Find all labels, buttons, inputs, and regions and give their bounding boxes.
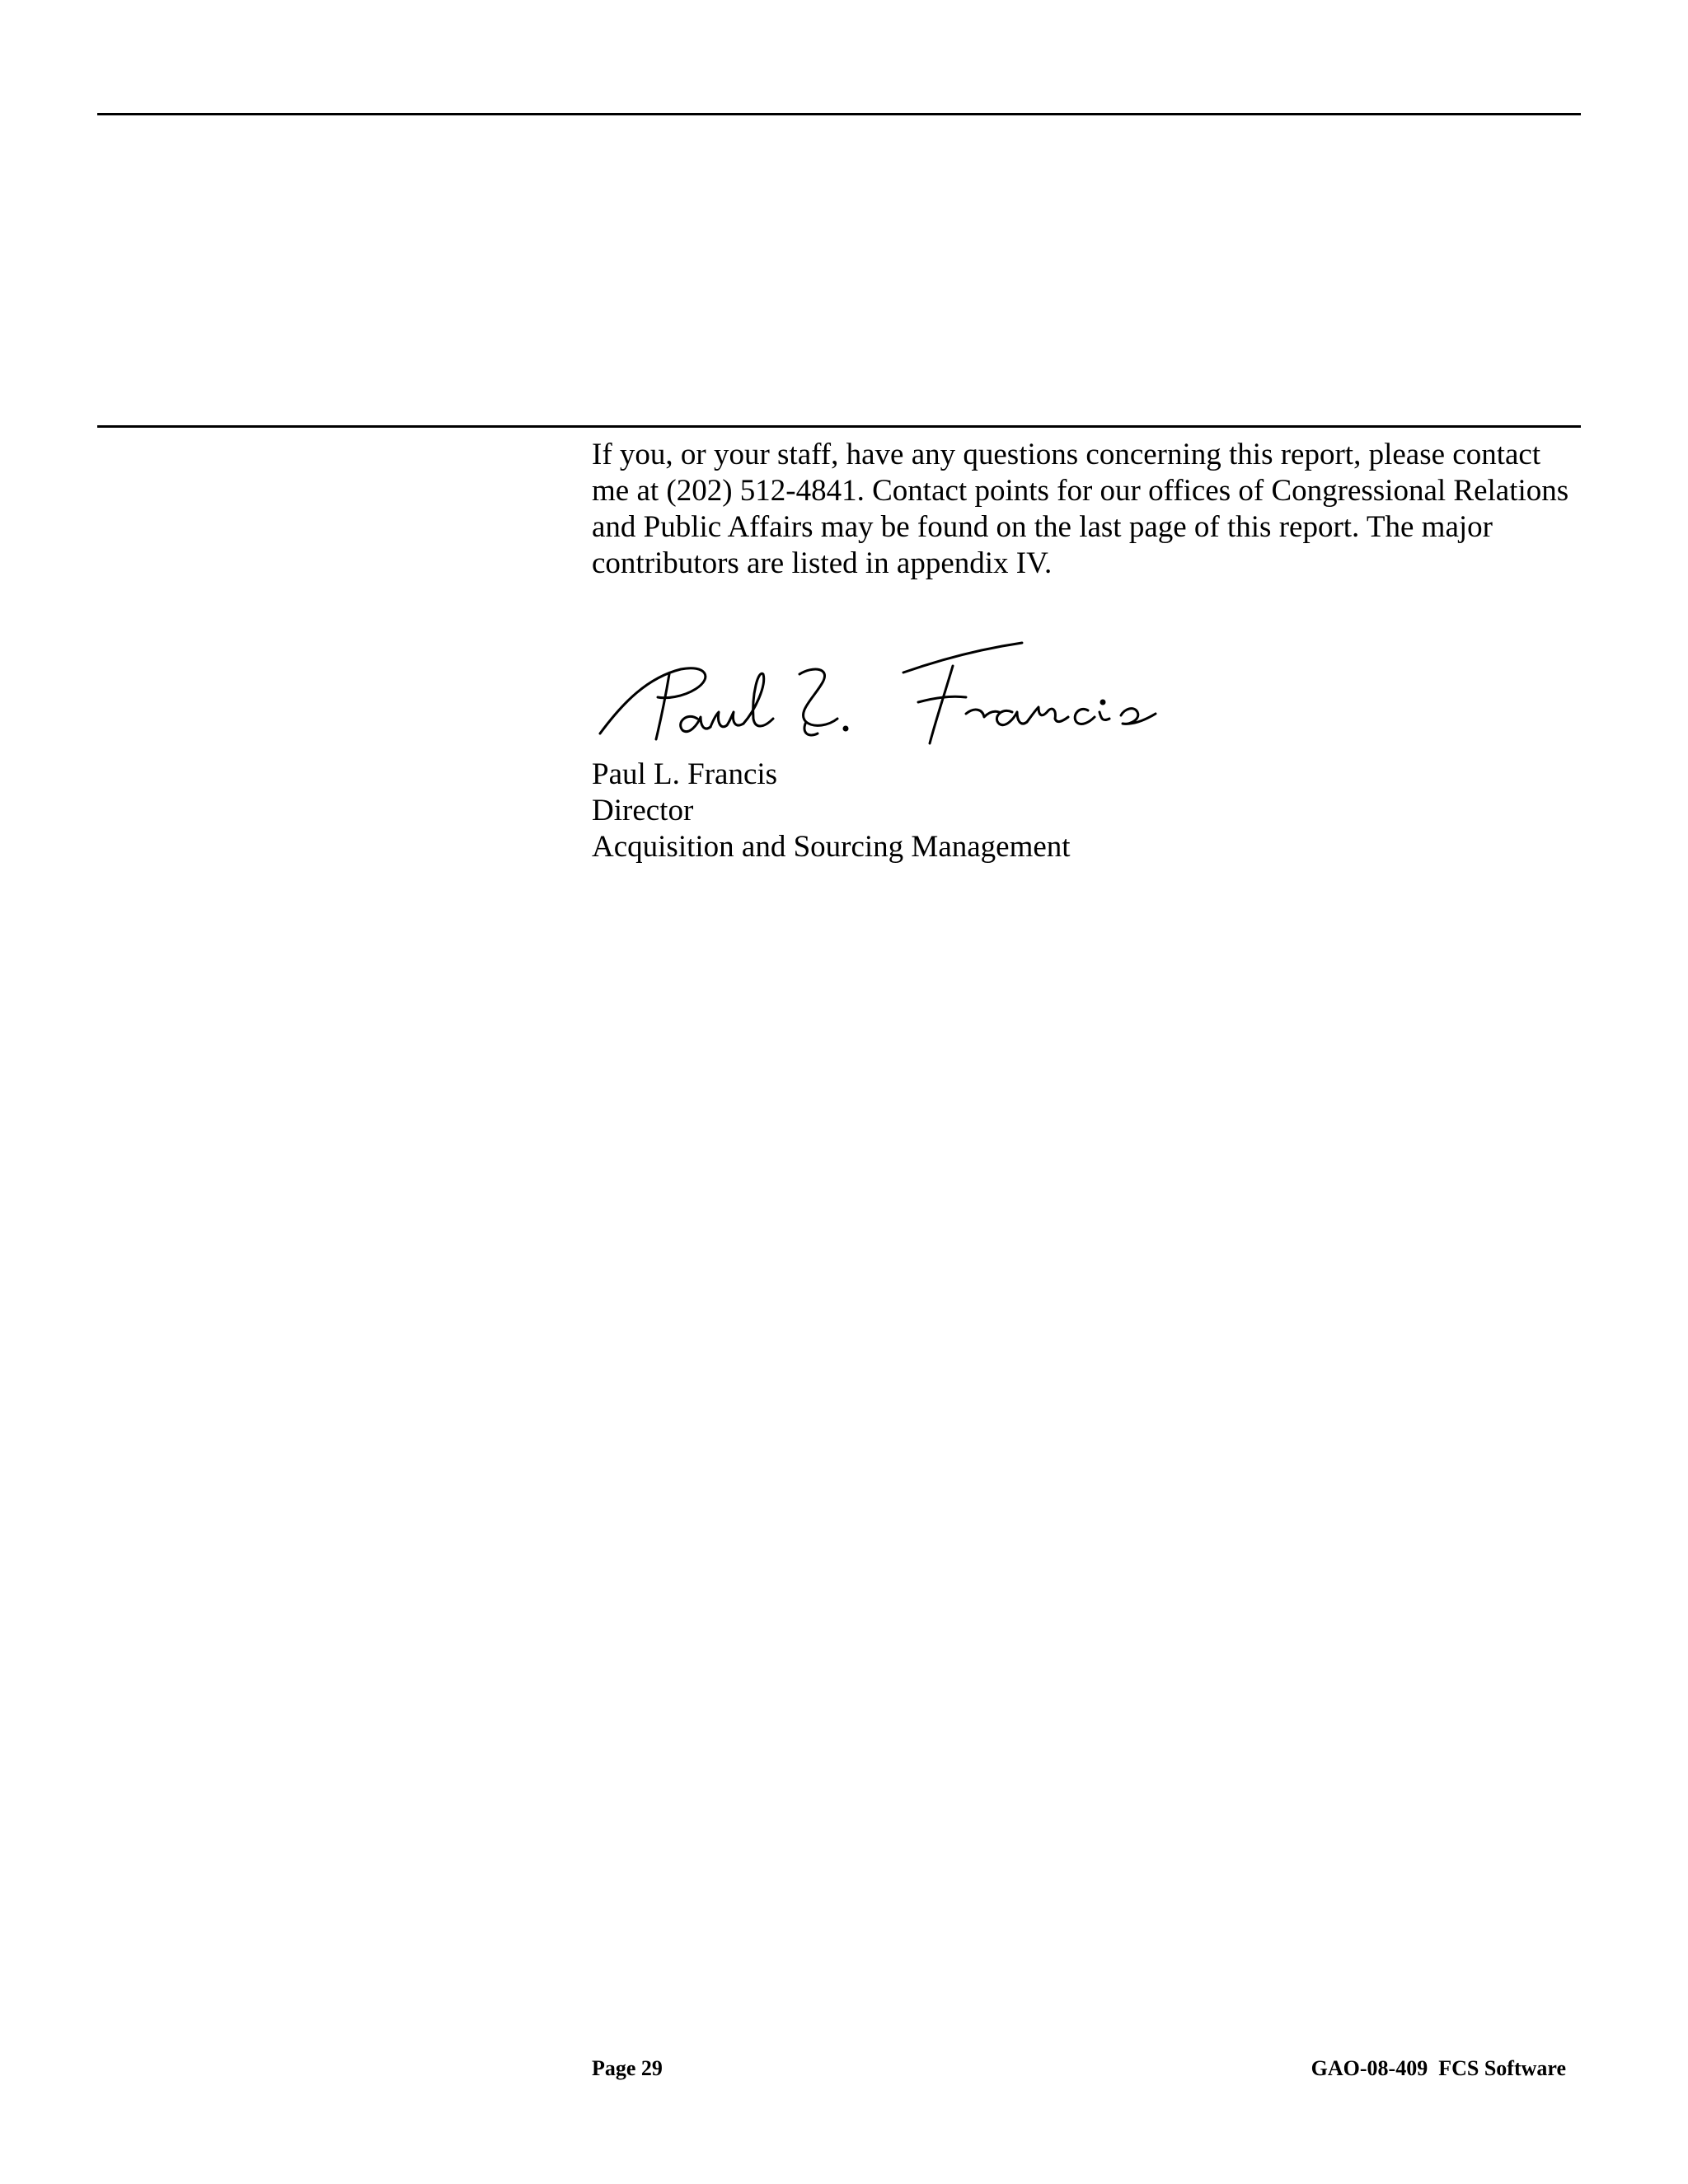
- signer-title: Director: [592, 794, 694, 827]
- page-number: Page 29: [592, 2056, 663, 2080]
- handwritten-signature: [590, 636, 1192, 768]
- report-identifier: GAO-08-409 FCS Software: [1311, 2056, 1566, 2080]
- signer-office: Acquisition and Sourcing Management: [592, 830, 1071, 864]
- top-horizontal-rule: [97, 113, 1581, 115]
- closing-paragraph: If you, or your staff, have any questions concerning this report, please contact me at (202) 512-4841. Contact points for our offices of Congressional Relations and Public Affairs may be found on the last page of this report. The major contributors are listed in appendix IV.: [592, 438, 1569, 580]
- section-horizontal-rule: [97, 425, 1581, 428]
- signature-block: [592, 757, 1071, 865]
- signer-name: Paul L. Francis: [592, 757, 778, 791]
